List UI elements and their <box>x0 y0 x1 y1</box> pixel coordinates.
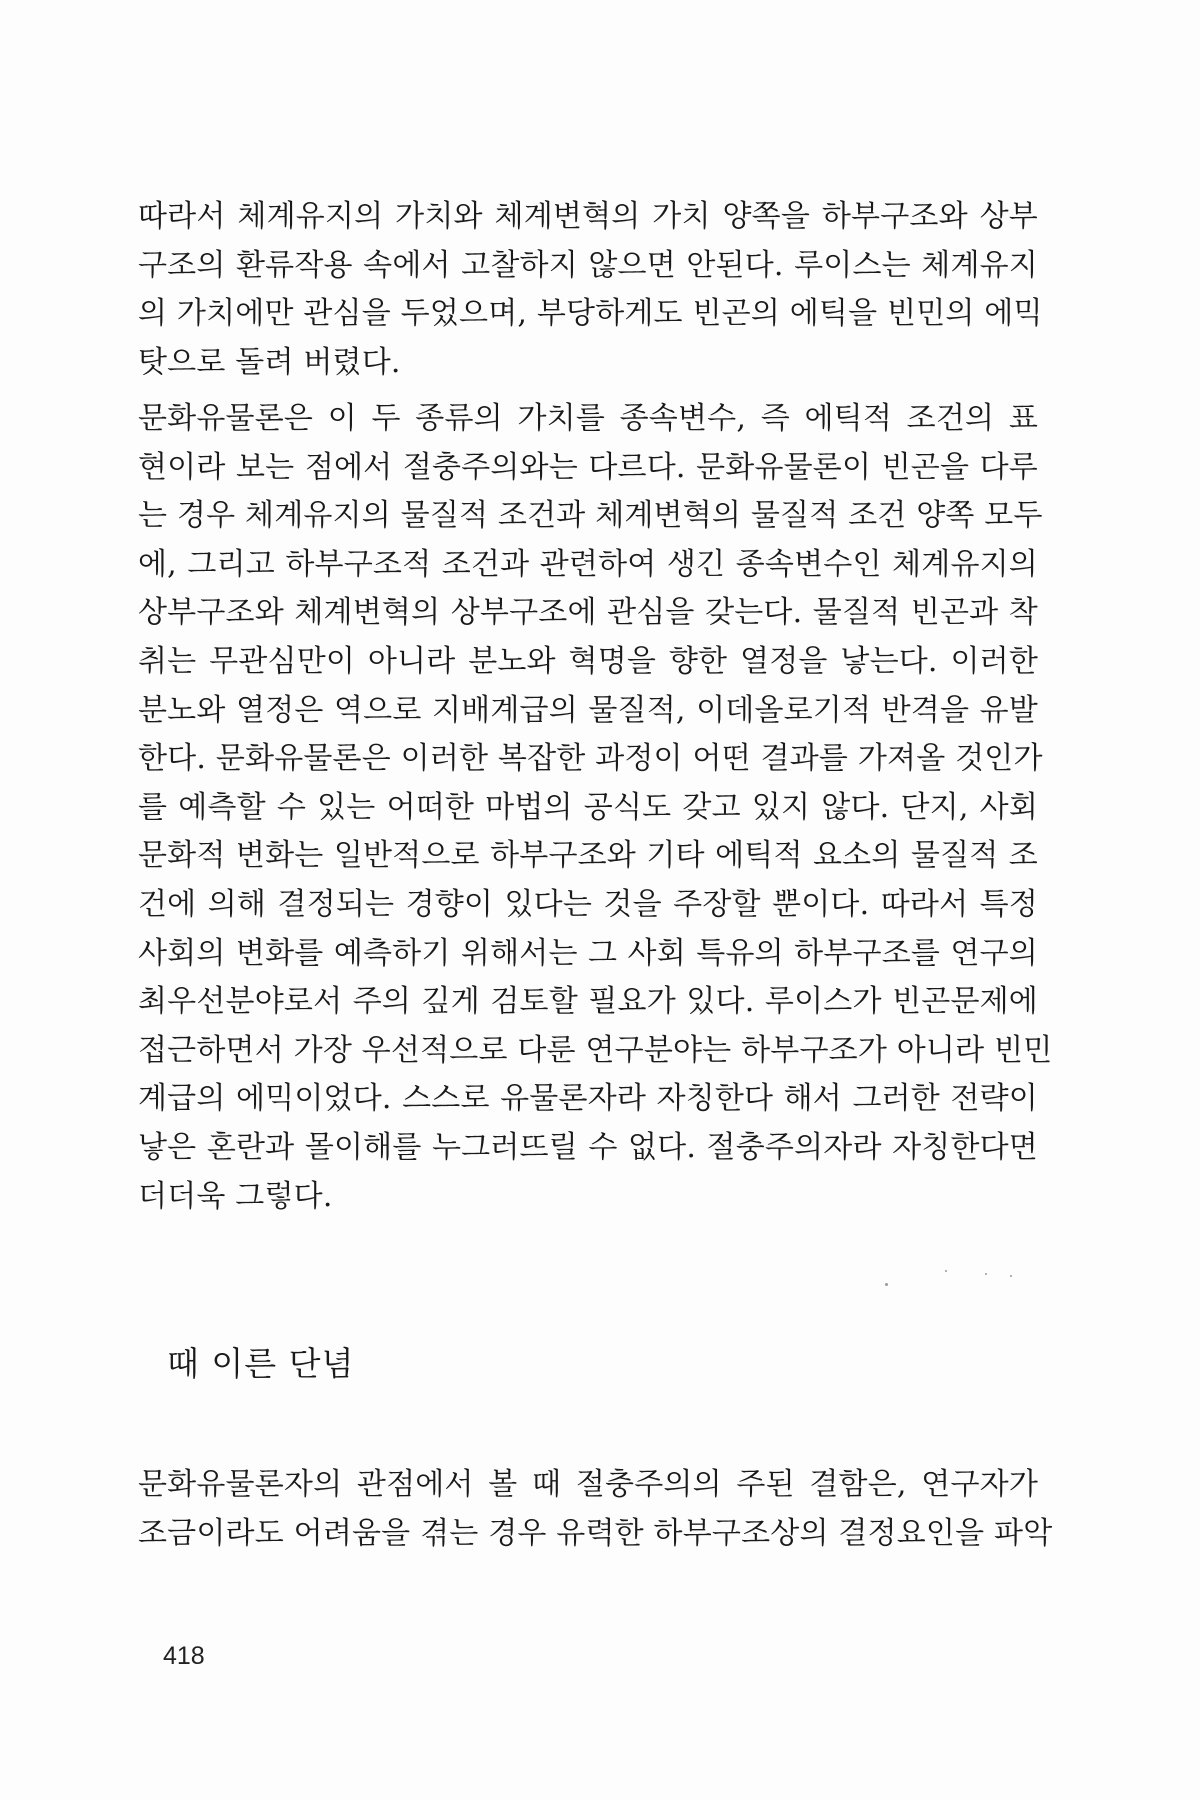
paragraph-2 <box>138 395 1053 1221</box>
text-line: 더더욱 그렇다. <box>138 1178 333 1214</box>
text-line: 문화유물론은 이 두 종류의 가치를 종속변수, 즉 에틱적 조건의 표 <box>138 401 1038 436</box>
text-line: 문화유물론자의 관점에서 볼 때 절충주의의 주된 결함은, 연구자가 <box>138 1467 1038 1502</box>
text-line: 를 예측할 수 있는 어떠한 마법의 공식도 갖고 있지 않다. 단지, 사회 <box>138 789 1038 825</box>
scan-speck <box>985 1273 987 1275</box>
text-line: 의 가치에만 관심을 두었으며, 부당하게도 빈곤의 에틱을 빈민의 에믹 <box>138 296 1043 332</box>
text-line: 계급의 에믹이었다. 스스로 유물론자라 자칭한다 해서 그러한 전략이 <box>138 1081 1038 1117</box>
paragraph-1 <box>138 193 1043 387</box>
section-heading: 때 이른 단념 <box>167 1344 355 1383</box>
text-line: 상부구조와 체계변혁의 상부구조에 관심을 갖는다. 물질적 빈곤과 착 <box>138 595 1038 631</box>
scan-speck <box>885 1283 888 1286</box>
text-line: 조금이라도 어려움을 겪는 경우 유력한 하부구조상의 결정요인을 파악 <box>138 1515 1053 1551</box>
text-line: 분노와 열정은 역으로 지배계급의 물질적, 이데올로기적 반격을 유발 <box>138 692 1038 728</box>
paragraph-3 <box>138 1461 1053 1558</box>
page-number: 418 <box>163 1642 205 1670</box>
text-line: 최우선분야로서 주의 깊게 검토할 필요가 있다. 루이스가 빈곤문제에 <box>138 984 1038 1020</box>
text-line: 취는 무관심만이 아니라 분노와 혁명을 향한 열정을 낳는다. 이러한 <box>138 643 1038 679</box>
text-line: 건에 의해 결정되는 경향이 있다는 것을 주장할 뿐이다. 따라서 특정 <box>138 886 1038 922</box>
scan-speck <box>1010 1275 1012 1277</box>
text-line: 탓으로 돌려 버렸다. <box>138 344 401 380</box>
text-line: 에, 그리고 하부구조적 조건과 관련하여 생긴 종속변수인 체계유지의 <box>138 546 1038 582</box>
text-line: 는 경우 체계유지의 물질적 조건과 체계변혁의 물질적 조건 양쪽 모두 <box>138 498 1043 534</box>
text-line: 접근하면서 가장 우선적으로 다룬 연구분야는 하부구조가 아니라 빈민 <box>138 1032 1053 1068</box>
text-line: 사회의 변화를 예측하기 위해서는 그 사회 특유의 하부구조를 연구의 <box>138 935 1038 971</box>
scan-speck <box>945 1270 947 1272</box>
text-line: 따라서 체계유지의 가치와 체계변혁의 가치 양쪽을 하부구조와 상부 <box>138 199 1038 234</box>
text-line: 한다. 문화유물론은 이러한 복잡한 과정이 어떤 결과를 가져올 것인가 <box>138 741 1043 777</box>
text-line: 문화적 변화는 일반적으로 하부구조와 기타 에틱적 요소의 물질적 조 <box>138 838 1038 874</box>
text-line: 구조의 환류작용 속에서 고찰하지 않으면 안된다. 루이스는 체계유지 <box>138 247 1038 283</box>
text-line: 낳은 혼란과 몰이해를 누그러뜨릴 수 없다. 절충주의자라 자칭한다면 <box>138 1129 1038 1165</box>
text-line: 현이라 보는 점에서 절충주의와는 다르다. 문화유물론이 빈곤을 다루 <box>138 449 1038 485</box>
